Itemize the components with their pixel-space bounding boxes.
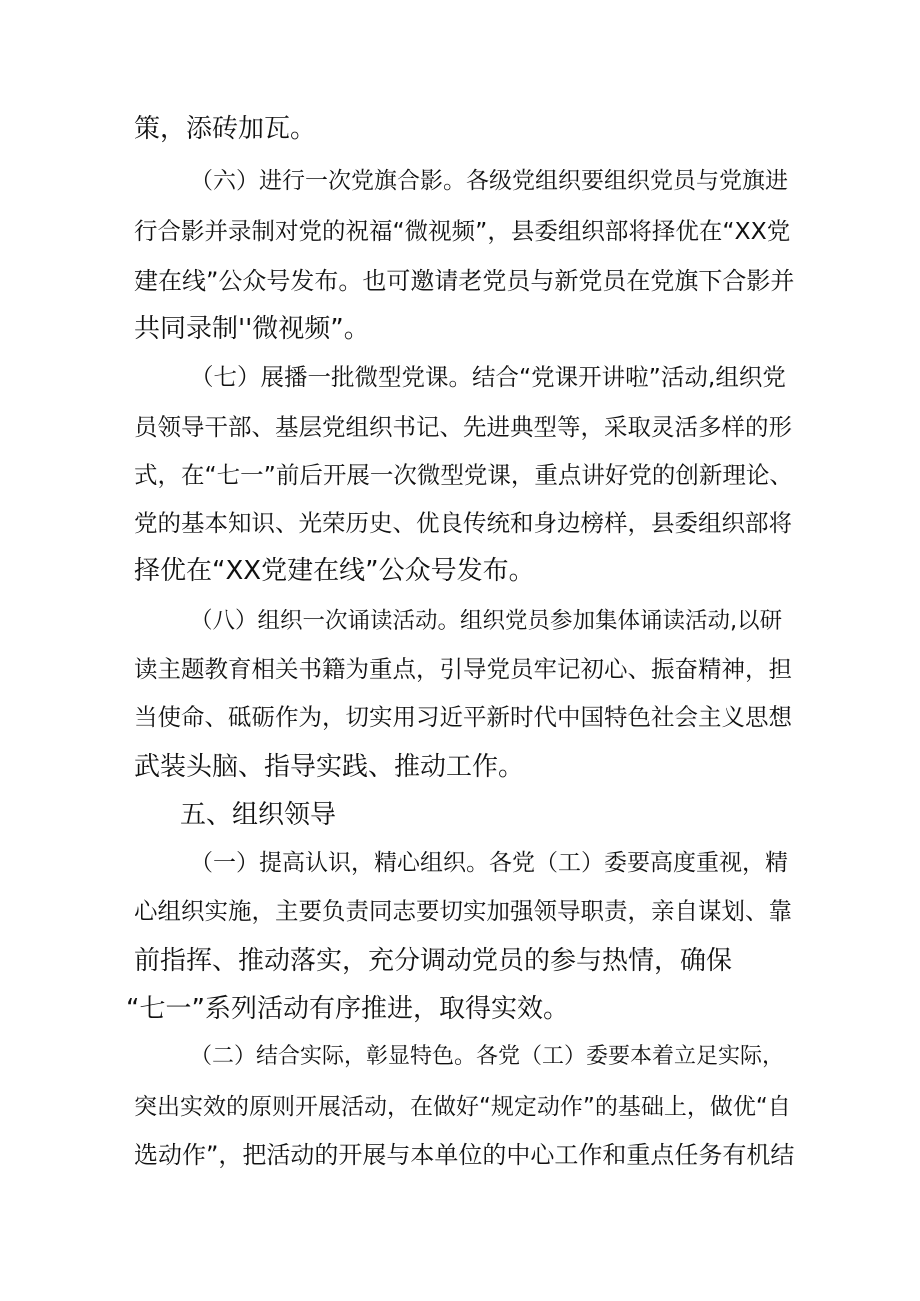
text-line-3: 行合影并录制对党的祝福“微视频”，县委组织部将择优在“XX党 [134,217,791,245]
text-line-2: （六）进行一次党旗合影。各级党组织要组织党员与党旗进 [190,168,788,194]
text-line-19: “七一”系列活动有序推进，取得实效。 [126,994,569,1024]
text-line-22: 选动作”，把活动的开展与本单位的中心工作和重点任务有机结 [134,1141,795,1169]
text-line-10: 择优在“XX党建在线”公众号发布。 [134,556,535,586]
text-line-12: 读主题教育相关书籍为重点，引导党员牢记初心、振奋精神，担 [134,655,792,683]
text-line-21: 突出实效的原则开展活动，在做好“规定动作”的基础上，做优“自 [134,1094,791,1120]
section-heading: 五、组织领导 [180,800,337,830]
text-line-6: （七）展播一批微型党课。结合“党课开讲啦”活动,组织党 [190,363,786,391]
text-line-13: 当使命、砥砺作为，切实用习近平新时代中国特色社会主义思想 [134,703,792,731]
text-line-4: 建在线”公众号发布。也可邀请老党员与新党员在党旗下合影并 [134,267,795,295]
text-line-5: 共同录制''微视频”。 [134,314,370,344]
text-line-1: 策，添砖加瓦。 [134,114,317,144]
text-line-9: 党的基本知识、光荣历史、优良传统和身边榜样，县委组织部将 [134,509,792,537]
text-line-20: （二）结合实际，彰显特色。各党（工）委要本着立足实际， [190,1044,785,1069]
text-line-7: 员领导干部、基层党组织书记、先进典型等，采取灵活多样的形 [134,413,792,441]
text-line-11: （八）组织一次诵读活动。组织党员参加集体诵读活动,以研 [190,608,783,634]
text-line-18: 前指挥、推动落实，充分调动党员的参与热情，确保 [134,946,733,976]
text-line-14: 武装头脑、指导实践、推动工作。 [134,752,525,782]
text-line-17: 心组织实施，主要负责同志要切实加强领导职责，亲自谋划、靠 [134,897,792,925]
text-line-8: 式，在“七一”前后开展一次微型党课，重点讲好党的创新理论、 [134,461,793,489]
text-line-16: （一）提高认识，精心组织。各党（工）委要高度重视，精 [190,850,788,876]
